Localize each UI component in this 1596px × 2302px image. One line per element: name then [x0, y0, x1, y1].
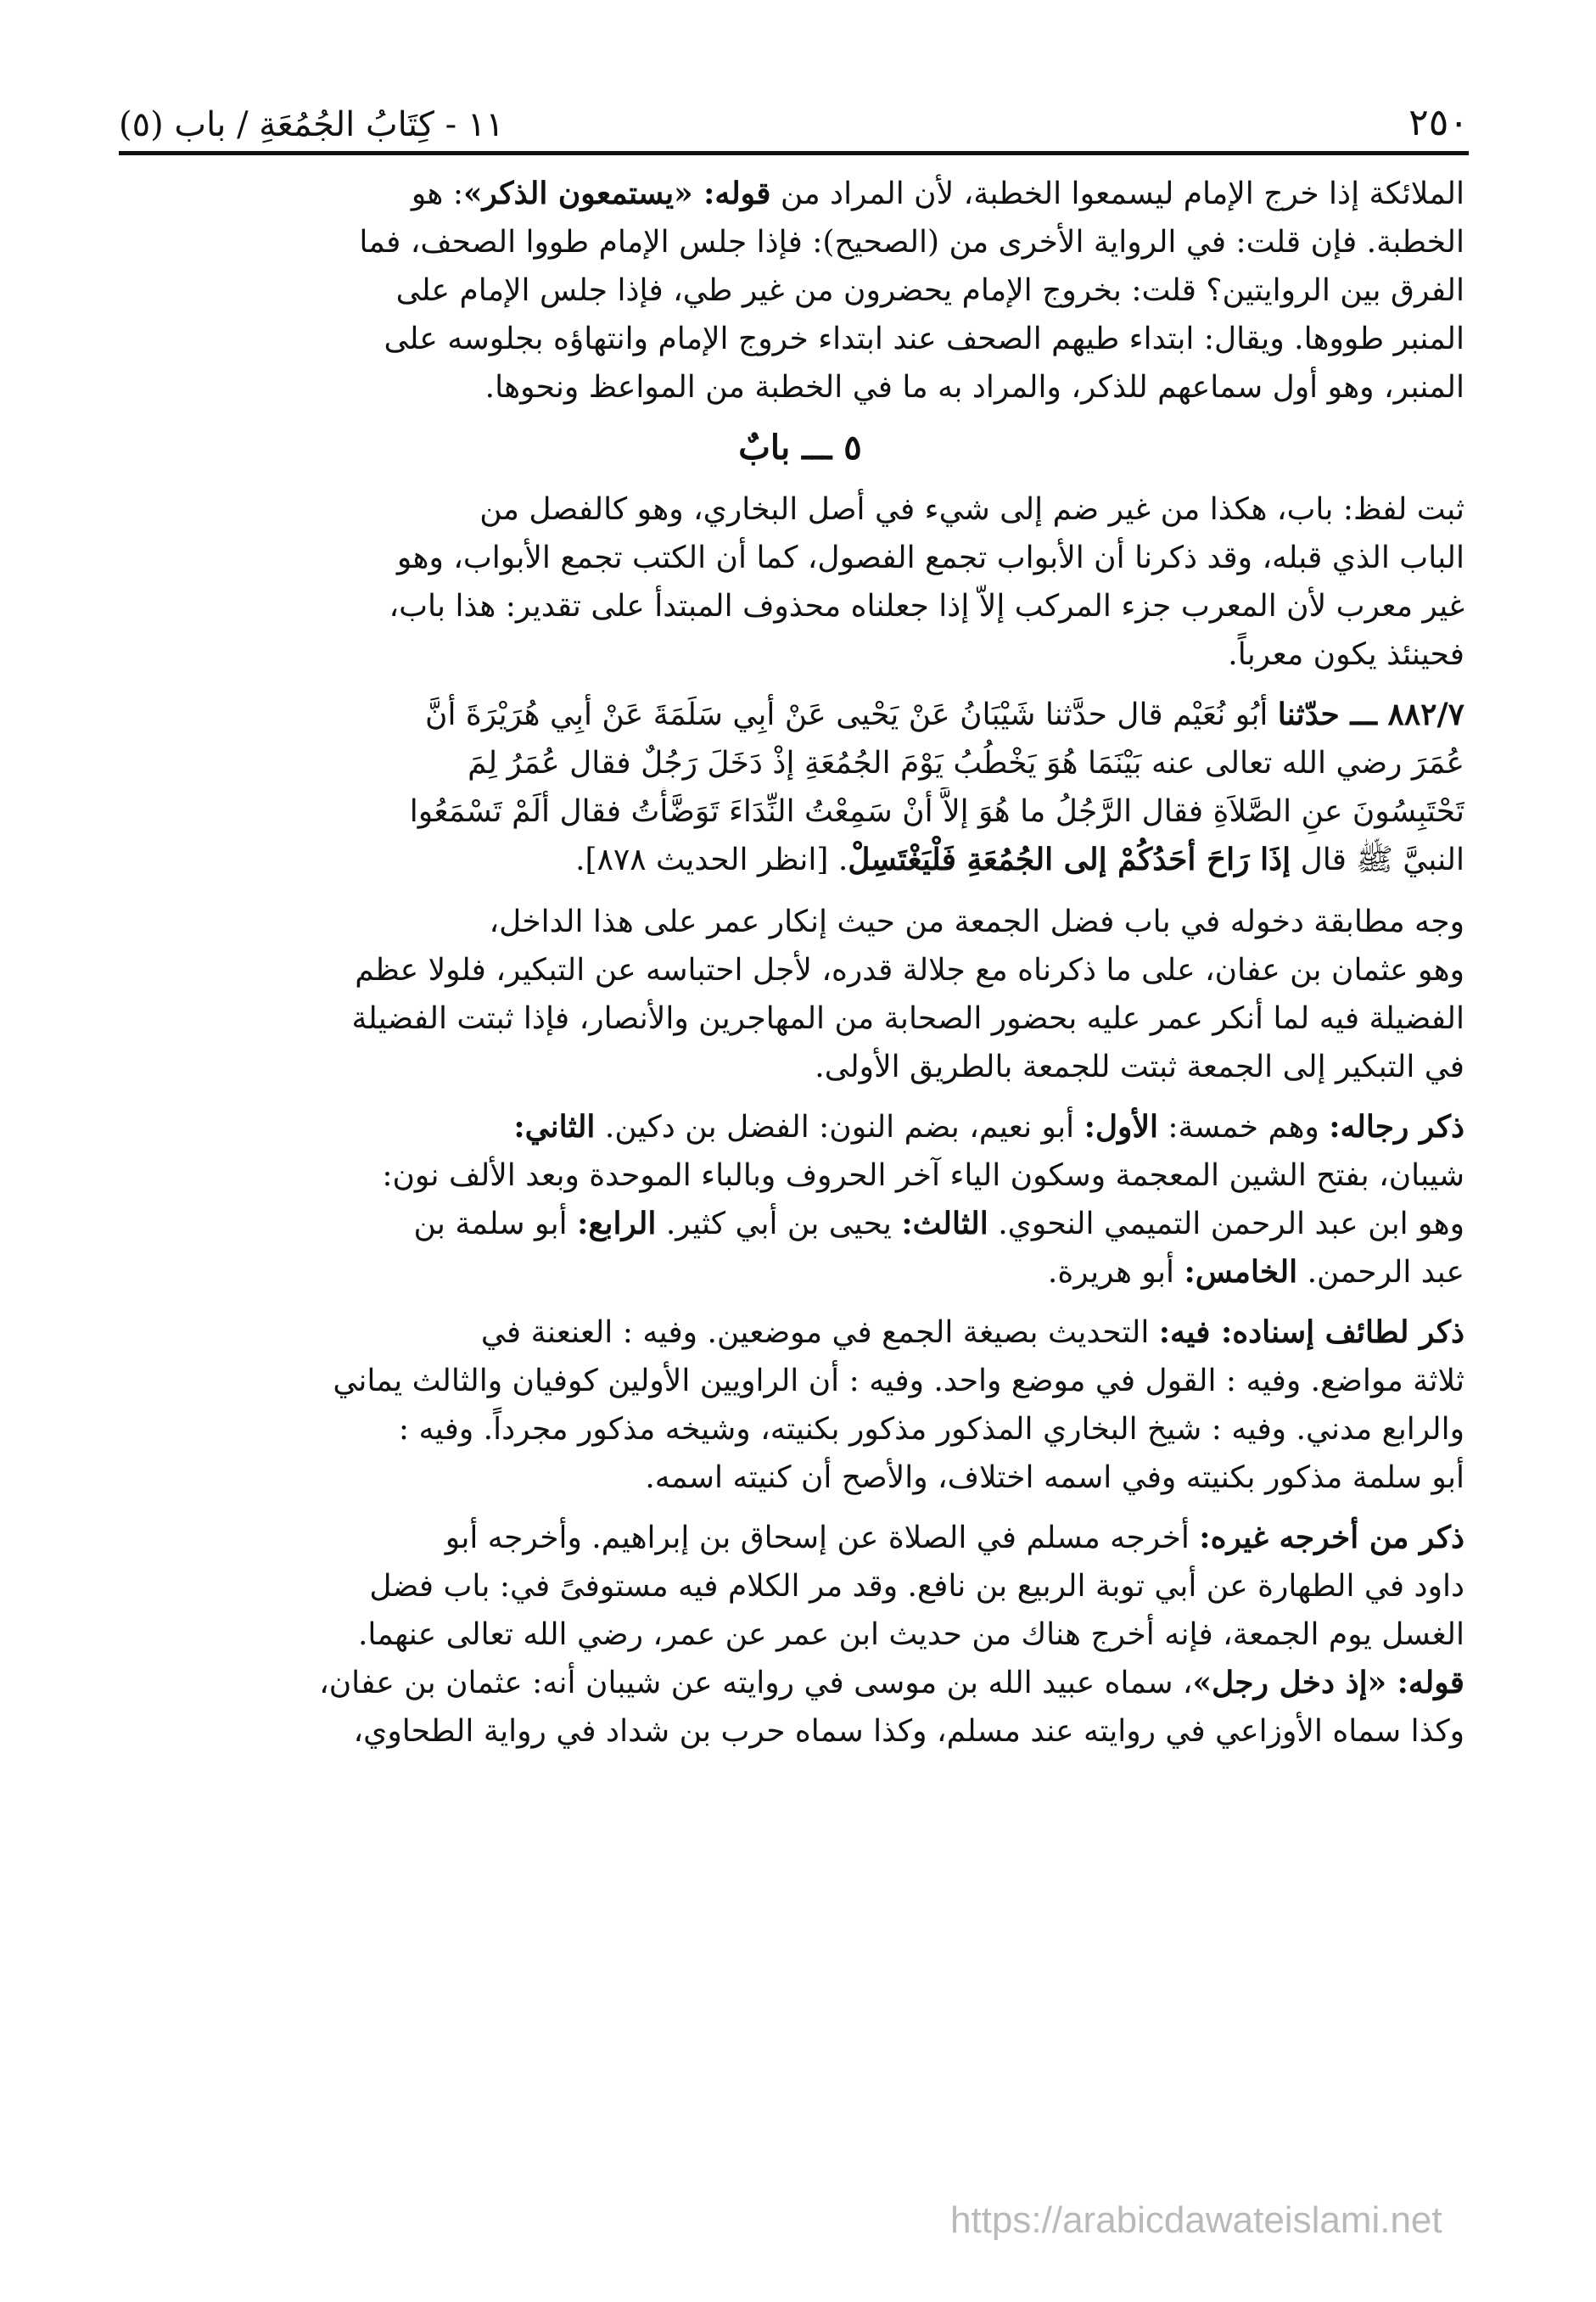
paragraph-angels-khutbah — [136, 170, 1464, 412]
text-line: ثلاثة مواضع. وفيه : القول في موضع واحد. وفيه : أن الراويين الأولين كوفيان والثالث يماني — [333, 1364, 1464, 1398]
page-header — [119, 85, 1469, 155]
text-line: الخطبة. فإن قلت: في الرواية الأخرى من (الصحيح): فإذا جلس الإمام طووا الصحف، فما — [359, 225, 1464, 260]
hadith-text — [136, 691, 1464, 884]
text-line: غير معرب لأن المعرب جزء المركب إلاّ إذا جعلناه محذوف المبتدأ على تقدير: هذا باب، — [389, 589, 1464, 624]
text-line: والرابع مدني. وفيه : شيخ البخاري المذكور مذكور بكنيته، وشيخه مذكور مجرداً. وفيه : — [398, 1412, 1464, 1447]
hadith-number: ٨٨٢/٧ ـــ حدّثنا — [1277, 697, 1464, 732]
text-line: تَحْتَبِسُونَ عنِ الصَّلاَةِ فقال الرَّجُلُ ما هُوَ إلاَّ أنْ سَمِعْتُ النِّدَاءَ تَوَضَّأْتُ فقال ألَمْ تَسْمَعُوا — [409, 794, 1464, 829]
text-line: فحينئذ يكون معرباً. — [1228, 637, 1464, 672]
page-number: ٢٥٠ — [1408, 101, 1469, 144]
text-line: وكذا سماه الأوزاعي في روايته عند مسلم، وكذا سماه حرب بن شداد في رواية الطحاوي، — [353, 1714, 1464, 1749]
text-line: الملائكة إذا خرج الإمام ليسمعوا الخطبة، لأن المراد من قوله: «يستمعون الذكر»: هو — [411, 176, 1464, 211]
text-line: وهو ابن عبد الرحمن التميمي النحوي. الثالث: يحيى بن أبي كثير. الرابع: أبو سلمة بن — [413, 1206, 1464, 1241]
text-line: النبيَّ ﷺ قال إذَا رَاحَ أحَدُكُمْ إلى الجُمُعَةِ فَلْيَغْتَسِلْ. [انظر الحديث ٨٧٨]. — [575, 842, 1464, 877]
text-line: الفضيلة فيه لما أنكر عمر عليه بحضور الصحابة من المهاجرين والأنصار، فإذا ثبتت الفضيلة — [351, 1001, 1464, 1036]
text-line: الفرق بين الروايتين؟ قلت: بخروج الإمام يحضرون من غير طي، فإذا جلس الإمام على — [395, 273, 1464, 308]
text-line: في التبكير إلى الجمعة ثبتت للجمعة بالطريق الأولى. — [815, 1050, 1464, 1084]
watermark-url: https://arabicdawateislami.net — [950, 2199, 1442, 2241]
paragraph-narrators — [136, 1103, 1464, 1297]
text-line: داود في الطهارة عن أبي توبة الربيع بن نافع. وقد مر الكلام فيه مستوفىً في: باب فضل — [369, 1569, 1464, 1604]
text-line: الباب الذي قبله، وقد ذكرنا أن الأبواب تجمع الفصول، كما أن الكتب تجمع الأبواب، وهو — [396, 540, 1464, 575]
text-line: المنبر، وهو أول سماعهم للذكر، والمراد به ما في الخطبة من المواعظ ونحوها. — [484, 370, 1464, 405]
text-line: المنبر طووها. ويقال: ابتداء طيهم الصحف عند ابتداء خروج الإمام وانتهاؤه بجلوسه على — [384, 322, 1464, 356]
paragraph-bab-explanation — [136, 485, 1464, 679]
text-line: ذكر من أخرجه غيره: أخرجه مسلم في الصلاة عن إسحاق بن إبراهيم. وأخرجه أبو — [445, 1520, 1464, 1555]
text-line: ذكر لطائف إسناده: فيه: التحديث بصيغة الجمع في موضعين. وفيه : العنعنة في — [480, 1314, 1464, 1350]
text-line: الغسل يوم الجمعة، فإنه أخرج هناك من حديث ابن عمر عن عمر، رضي الله تعالى عنهما. — [357, 1617, 1464, 1652]
text-line: شيبان، بفتح الشين المعجمة وسكون الياء آخر الحروف وبالباء الموحدة وبعد الألف نون: — [382, 1158, 1464, 1193]
paragraph-relevance — [136, 898, 1464, 1091]
chapter-heading: ٥ ـــ بابٌ — [738, 428, 862, 468]
text-line: وجه مطابقة دخوله في باب فضل الجمعة من حيث إنكار عمر على هذا الداخل، — [489, 905, 1464, 939]
page-body — [136, 170, 1464, 1767]
text-line: ذكر رجاله: وهم خمسة: الأول: أبو نعيم، بضم النون: الفضل بن دكين. الثاني: — [513, 1109, 1464, 1145]
paragraph-other-narrations — [136, 1514, 1464, 1756]
text-line: أبو سلمة مذكور بكنيته وفي اسمه اختلاف، والأصح أن كنيته اسمه. — [645, 1460, 1464, 1495]
text-line: وهو عثمان بن عفان، على ما ذكرناه مع جلالة قدره، لأجل احتباسه عن التبكير، فلولا عظم — [355, 953, 1464, 988]
paragraph-isnad-notes — [136, 1308, 1464, 1502]
text-line: ٨٨٢/٧ ـــ حدّثنا أبُو نُعَيْم قال حدَّثنا شَيْبَانُ عَنْ يَحْيى عَنْ أبِي سَلَمَةَ عَنْ أبِي هُرَيْرَةَ أنَّ — [425, 697, 1464, 732]
text-line: عبد الرحمن. الخامس: أبو هريرة. — [1047, 1254, 1464, 1290]
running-title: ١١ - كِتَابُ الجُمُعَةِ / باب (٥) — [119, 105, 504, 144]
text-line: عُمَرَ رضي الله تعالى عنه بَيْنَمَا هُوَ يَخْطُبُ يَوْمَ الجُمُعَةِ إذْ دَخَلَ رَجُلٌ فقال عُمَرُ لِمَ — [468, 746, 1464, 781]
text-line: ثبت لفظ: باب، هكذا من غير ضم إلى شيء في أصل البخاري، وهو كالفصل من — [479, 492, 1464, 527]
text-line: قوله: «إذ دخل رجل»، سماه عبيد الله بن موسى في روايته عن شيبان أنه: عثمان بن عفان، — [319, 1665, 1464, 1700]
